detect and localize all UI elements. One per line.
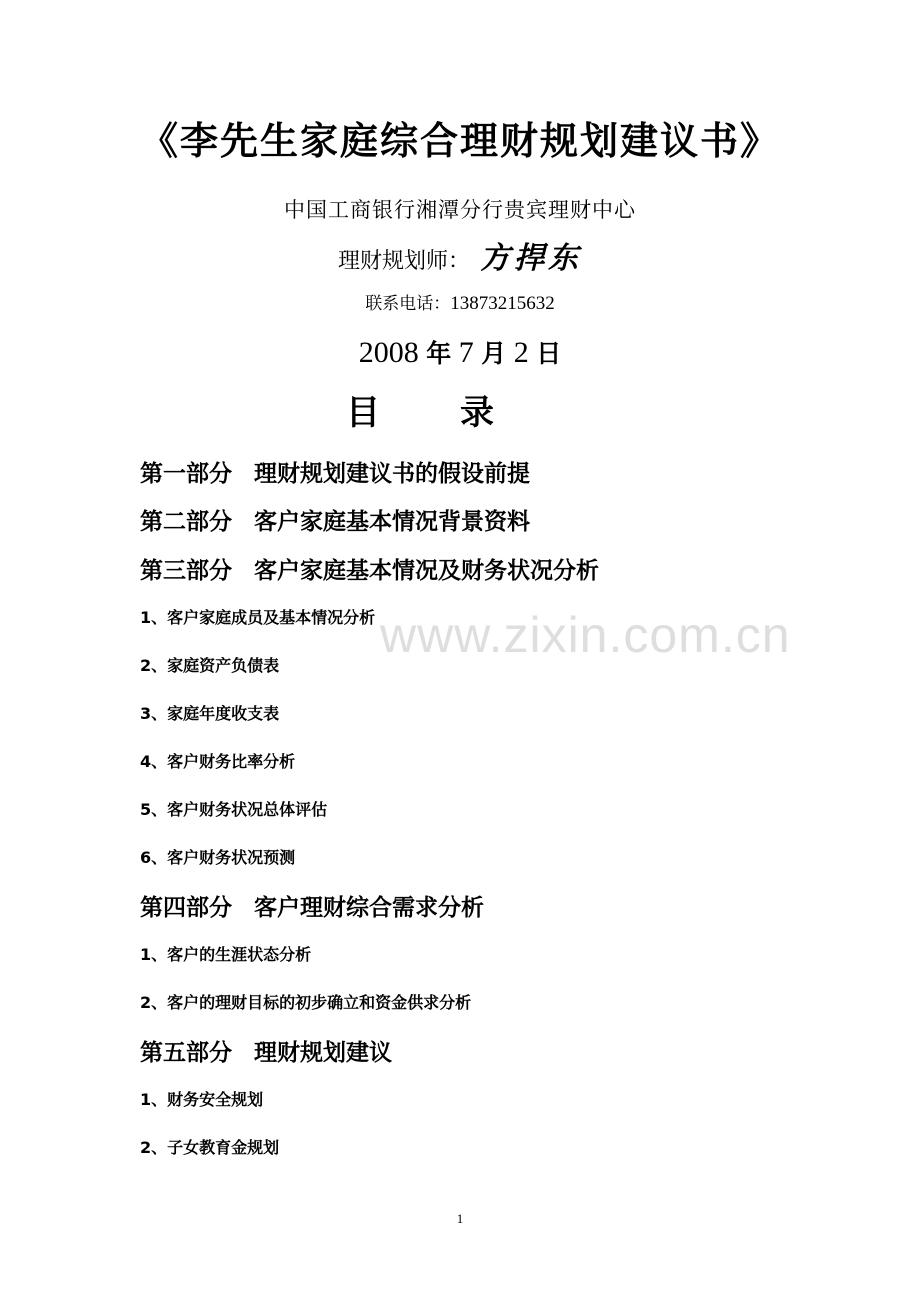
date-day: 2: [513, 336, 529, 369]
toc-part-title: 理财规划建议: [254, 1040, 392, 1066]
toc-item: 2、家庭资产负债表: [140, 656, 280, 675]
date-day-unit: 日: [536, 339, 562, 368]
toc-heading-right: 录: [460, 393, 494, 433]
toc-heading: [346, 393, 494, 433]
toc-heading-left: 目: [346, 393, 380, 433]
date-year-unit: 年: [426, 339, 452, 368]
document-date: [0, 338, 920, 368]
date-year: 2008: [358, 336, 419, 369]
planner-line: [0, 241, 920, 276]
toc-part-label: 第三部分: [140, 558, 232, 584]
toc-item: 5、客户财务状况总体评估: [140, 800, 328, 819]
toc-part-3: [140, 560, 599, 583]
planner-name: 方捍东: [480, 241, 582, 276]
toc-part-5: [140, 1042, 392, 1065]
toc-part-label: 第五部分: [140, 1040, 232, 1066]
toc-part-title: 理财规划建议书的假设前提: [254, 461, 530, 487]
toc-item: 4、客户财务比率分析: [140, 752, 296, 771]
contact-phone: 13873215632: [450, 293, 555, 314]
toc-item: 6、客户财务状况预测: [140, 848, 296, 867]
page-number: 1: [456, 1211, 464, 1226]
toc-part-label: 第一部分: [140, 461, 232, 487]
toc-item: 2、客户的理财目标的初步确立和资金供求分析: [140, 993, 472, 1012]
toc-part-2: [140, 511, 530, 534]
toc-part-1: [140, 463, 530, 486]
date-month-unit: 月: [481, 339, 507, 368]
watermark: www.zixin.com.cn: [380, 607, 791, 663]
toc-part-label: 第四部分: [140, 895, 232, 921]
toc-part-title: 客户家庭基本情况及财务状况分析: [254, 558, 599, 584]
contact-label: 联系电话：: [365, 294, 451, 314]
toc-item: 1、客户家庭成员及基本情况分析: [140, 608, 376, 627]
toc-item: 3、家庭年度收支表: [140, 704, 280, 723]
toc-part-title: 客户家庭基本情况背景资料: [254, 509, 530, 535]
toc-item: 2、子女教育金规划: [140, 1138, 280, 1157]
toc-part-label: 第二部分: [140, 509, 232, 535]
date-month: 7: [458, 336, 474, 369]
toc-item: 1、财务安全规划: [140, 1090, 264, 1109]
toc-part-title: 客户理财综合需求分析: [254, 895, 484, 921]
planner-label: 理财规划师：: [337, 249, 470, 274]
toc-part-4: [140, 897, 484, 920]
contact-line: [0, 294, 920, 313]
document-title: 《李先生家庭综合理财规划建议书》: [139, 118, 780, 163]
organization-name: 中国工商银行湘潭分行贵宾理财中心: [284, 198, 636, 222]
toc-item: 1、客户的生涯状态分析: [140, 945, 312, 964]
